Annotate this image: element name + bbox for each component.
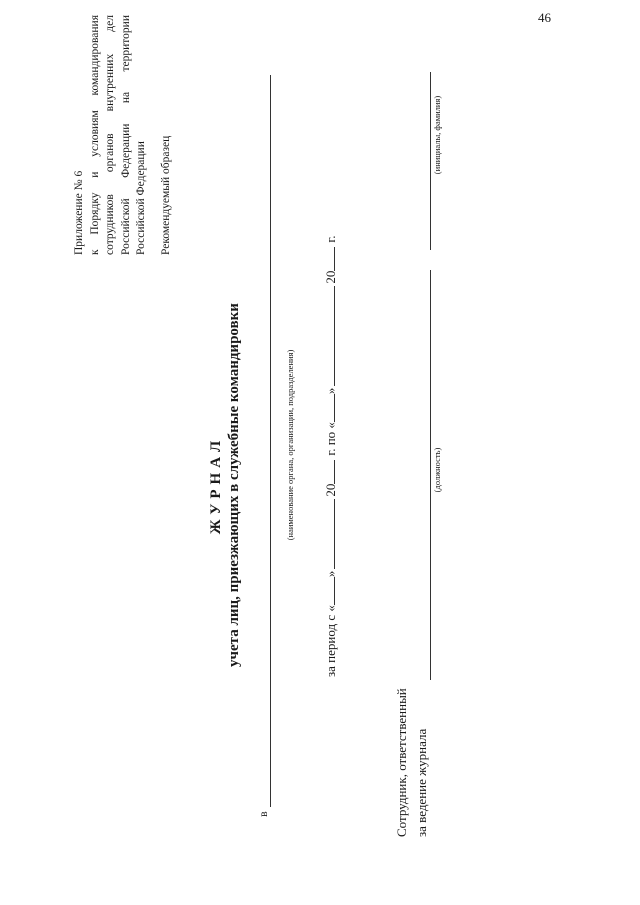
year-suffix: г. [323, 235, 338, 243]
from-year-prefix: 20 [323, 483, 338, 497]
appendix-title: Приложение № 6 [73, 170, 85, 255]
to-day-blank[interactable] [322, 394, 335, 422]
responsible-line-2: за ведение журнала [414, 728, 429, 837]
org-prefix: в [256, 811, 270, 817]
page-number: 46 [538, 10, 551, 25]
journal-title-subtitle: учета лиц, приезжающих в служебные командировки [226, 303, 242, 667]
journal-title-main: ЖУРНАЛ [208, 435, 224, 535]
from-year-blank[interactable] [322, 460, 335, 484]
appendix-line-2: сотрудников органов внутренних дел [104, 15, 116, 255]
names-line[interactable] [430, 72, 431, 250]
period-quote-close-2: » [323, 387, 338, 395]
org-name-line[interactable] [270, 75, 271, 807]
to-year-prefix: 20 [323, 270, 338, 284]
responsible-line-1: Сотрудник, ответственный [394, 688, 409, 837]
journal-title [208, 265, 244, 705]
appendix-line-1: к Порядку и условиям командирования [88, 15, 101, 255]
recommended-sample-label: Рекомендуемый образец [159, 135, 172, 255]
from-day-blank[interactable] [322, 577, 335, 605]
position-line[interactable] [430, 270, 431, 680]
appendix-header [72, 15, 174, 255]
appendix-line-4: Российской Федерации [135, 141, 147, 255]
from-month-blank[interactable] [322, 499, 335, 569]
names-caption: (инициалы, фамилия) [432, 95, 442, 175]
position-caption: (должность) [432, 447, 442, 493]
period-to-label: г. по « [323, 422, 338, 456]
appendix-line-3: Российской Федерации на территории [119, 15, 132, 255]
period-row [322, 235, 339, 677]
period-quote-close-1: » [323, 570, 338, 578]
to-month-blank[interactable] [322, 286, 335, 386]
responsible-employee-label [392, 688, 432, 837]
org-name-caption: (наименование органа, организации, подразделения) [285, 349, 295, 541]
to-year-blank[interactable] [322, 247, 335, 271]
period-from-label: за период с « [323, 605, 338, 677]
